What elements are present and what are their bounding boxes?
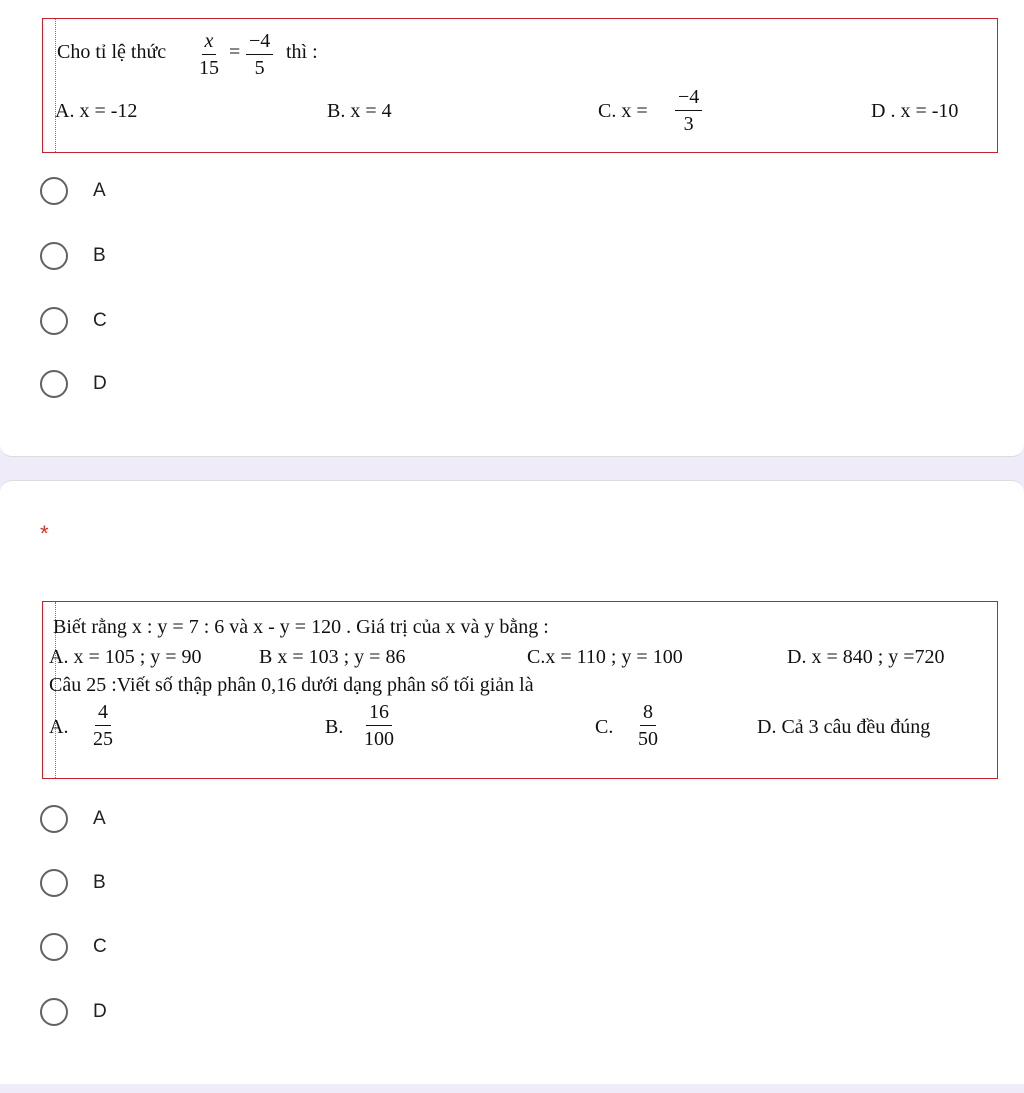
option-label: B <box>93 245 106 266</box>
fraction-denominator: 50 <box>638 728 658 750</box>
radio-option-a[interactable] <box>40 175 106 207</box>
choice-c-text: C. x = <box>598 100 648 122</box>
fraction-denominator: 25 <box>93 728 113 750</box>
fraction-16-100 <box>364 702 394 749</box>
radio-option-a[interactable] <box>40 803 106 835</box>
question-line-1: Biết rằng x : y = 7 : 6 và x - y = 120 . Giá trị của x và y bằng : <box>53 616 549 638</box>
option-label: B <box>93 872 106 893</box>
radio-button[interactable] <box>40 177 68 205</box>
choice-d-text: D. x = 840 ; y =720 <box>787 646 945 668</box>
question-card-2 <box>0 480 1024 1084</box>
radio-option-c[interactable] <box>40 305 107 337</box>
radio-button[interactable] <box>40 933 68 961</box>
choice-c-label: C. <box>595 716 614 738</box>
radio-button[interactable] <box>40 242 68 270</box>
option-label: A <box>93 180 106 201</box>
question-line-3: Câu 25 :Viết số thập phân 0,16 dưới dạng phân số tối giản là <box>49 674 534 696</box>
fraction-denominator: 100 <box>364 728 394 750</box>
question-suffix: thì : <box>286 41 318 63</box>
fraction-denominator: 5 <box>254 57 265 79</box>
radio-option-c[interactable] <box>40 931 107 963</box>
choice-b-text: B x = 103 ; y = 86 <box>259 646 406 668</box>
fraction-denominator: 15 <box>199 57 219 79</box>
fraction-denominator: 3 <box>683 113 694 135</box>
choice-b-label: B. <box>325 716 344 738</box>
question-image-2 <box>42 601 998 779</box>
fraction-numerator: x <box>202 31 217 55</box>
radio-button[interactable] <box>40 805 68 833</box>
choice-a-text: A. x = -12 <box>55 100 138 122</box>
radio-button[interactable] <box>40 998 68 1026</box>
fraction-numerator: 16 <box>366 702 392 726</box>
choice-d-text: D. Cả 3 câu đều đúng <box>757 716 931 738</box>
fraction-x-15 <box>199 31 219 78</box>
fraction-8-50 <box>638 702 658 749</box>
radio-option-b[interactable] <box>40 240 106 272</box>
choice-b-text: B. x = 4 <box>327 100 392 122</box>
page-bottom-divider <box>0 1085 1024 1093</box>
option-label: D <box>93 1001 107 1022</box>
radio-button[interactable] <box>40 869 68 897</box>
radio-option-d[interactable] <box>40 368 107 400</box>
required-mark: * <box>40 521 49 546</box>
fraction-neg4-3 <box>675 87 702 134</box>
equals-sign: = <box>229 41 241 63</box>
fraction-neg4-5 <box>246 31 273 78</box>
question-prefix: Cho tỉ lệ thức <box>57 41 167 63</box>
choice-c-text: C.x = 110 ; y = 100 <box>527 646 683 668</box>
option-label: C <box>93 310 107 331</box>
choice-d-text: D . x = -10 <box>871 100 959 122</box>
choice-a-text: A. x = 105 ; y = 90 <box>49 646 202 668</box>
choice-a-label: A. <box>49 716 69 738</box>
radio-button[interactable] <box>40 370 68 398</box>
radio-option-d[interactable] <box>40 996 107 1028</box>
fraction-4-25 <box>93 702 113 749</box>
fraction-numerator: 8 <box>640 702 656 726</box>
question-image-1 <box>42 18 998 153</box>
option-label: C <box>93 936 107 957</box>
fraction-numerator: 4 <box>95 702 111 726</box>
option-label: A <box>93 808 106 829</box>
fraction-numerator: −4 <box>246 31 273 55</box>
option-label: D <box>93 373 107 394</box>
fraction-numerator: −4 <box>675 87 702 111</box>
radio-button[interactable] <box>40 307 68 335</box>
radio-option-b[interactable] <box>40 867 106 899</box>
question-card-1 <box>0 0 1024 457</box>
